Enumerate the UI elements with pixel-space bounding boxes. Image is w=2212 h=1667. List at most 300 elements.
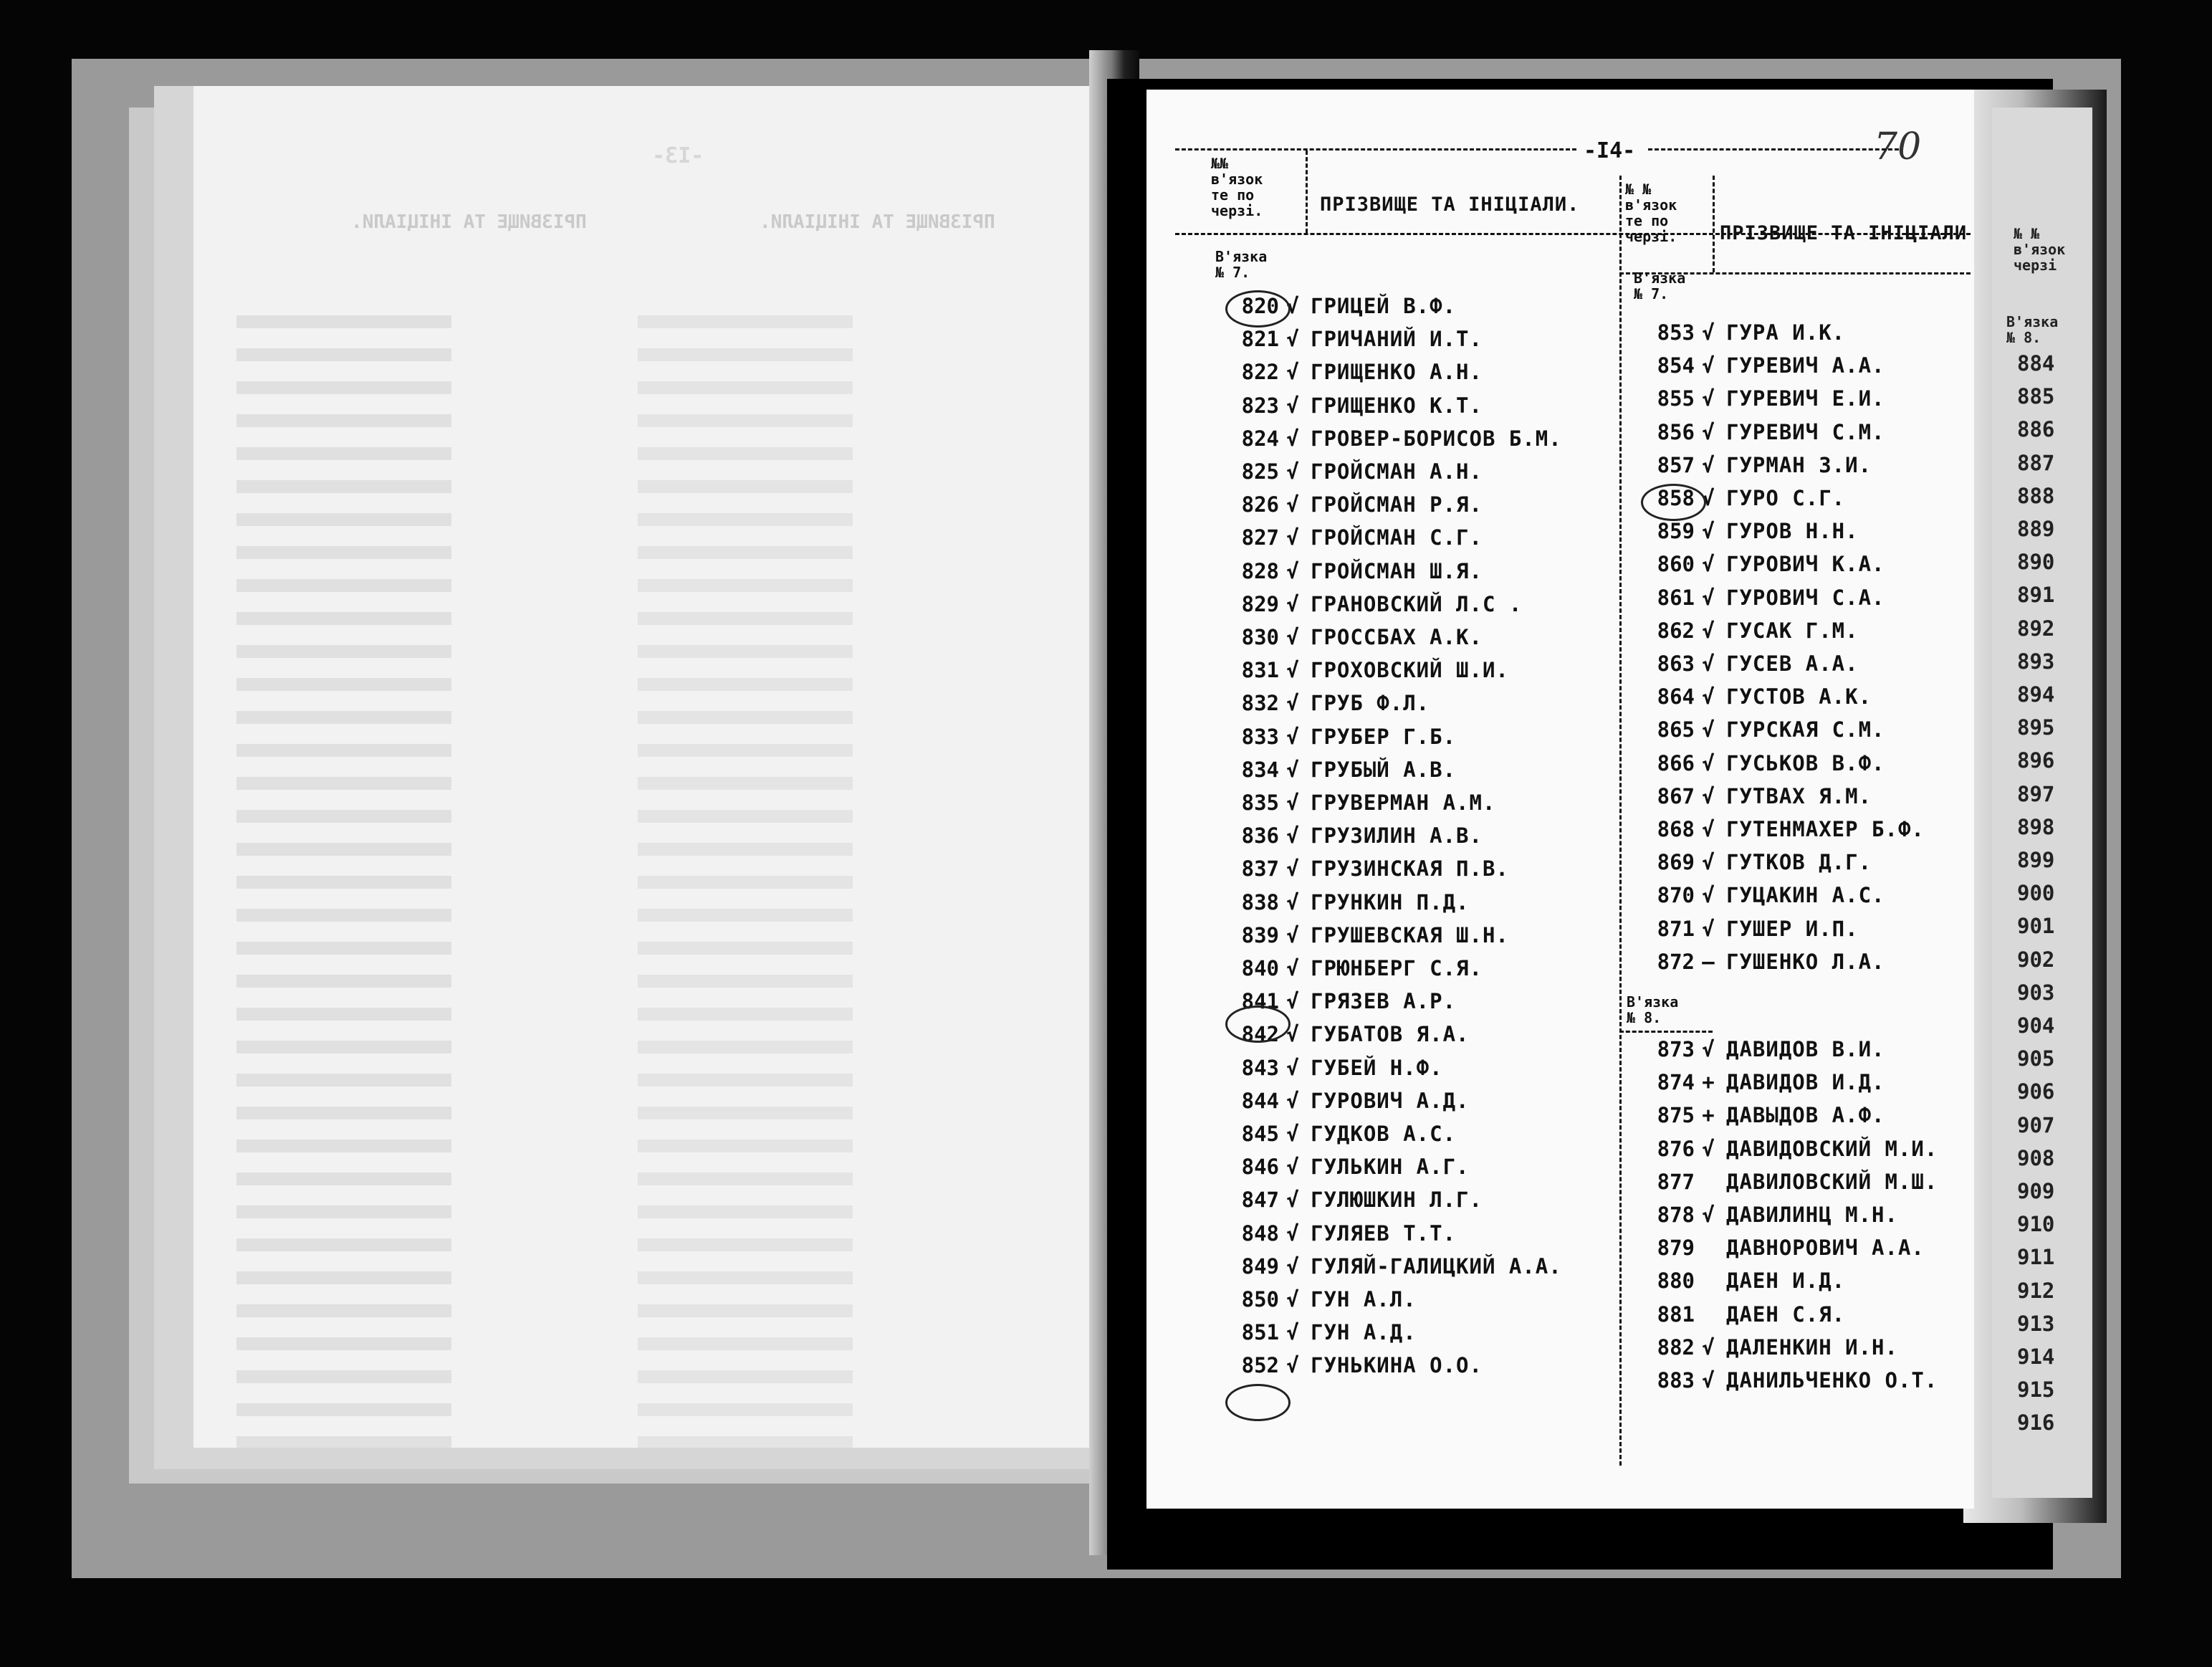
check-mark: √: [1702, 1368, 1715, 1393]
bleedthrough-line: [638, 645, 853, 658]
header-divider-1: [1306, 151, 1308, 233]
entry-name: ДАВИЛОВСКИЙ М.Ш.: [1726, 1169, 1938, 1194]
check-mark: √: [1286, 757, 1299, 782]
check-mark: √: [1702, 717, 1715, 742]
ghost-header-2: ПРІЗВИЩЕ ТА ІНІЦІАЛИ.: [760, 211, 995, 233]
page-number: -I4-: [1584, 138, 1636, 163]
entry-name: ГРОЙСМАН С.Г.: [1311, 525, 1483, 550]
check-mark: √: [1286, 525, 1299, 550]
check-mark: √: [1286, 1253, 1299, 1279]
check-mark: √: [1286, 1287, 1299, 1312]
bleedthrough-line: [638, 546, 853, 559]
check-mark: +: [1702, 1103, 1715, 1128]
left-page-bleedthrough: [193, 86, 1114, 1448]
entry-number: 833: [1241, 724, 1279, 749]
bleedthrough-line: [236, 513, 451, 526]
check-mark: √: [1286, 625, 1299, 649]
entry-number: 834: [1241, 757, 1279, 782]
entry-number: 822: [1241, 360, 1279, 385]
entry-number: 859: [1657, 519, 1695, 544]
check-mark: √: [1286, 492, 1299, 517]
circle-mark-858: [1641, 484, 1706, 521]
bleedthrough-line: [236, 1008, 451, 1021]
entry-name: ГУТЕНМАХЕР Б.Ф.: [1726, 817, 1925, 841]
entry-name: ДАВИДОВ В.И.: [1726, 1037, 1885, 1061]
bleedthrough-line: [638, 678, 853, 691]
circle-mark-820: [1225, 290, 1291, 328]
bleedthrough-line: [638, 447, 853, 460]
bundle-7-label-left: В'язка № 7.: [1215, 248, 1268, 281]
edge-entry-number: 907: [2017, 1112, 2055, 1137]
check-mark: √: [1702, 618, 1715, 643]
entry-name: ГУНЬКИНА О.О.: [1311, 1353, 1483, 1378]
edge-entry-number: 910: [2017, 1212, 2055, 1237]
check-mark: √: [1286, 691, 1299, 716]
entry-name: ГУЛЯЕВ Т.Т.: [1311, 1221, 1457, 1246]
next-page-edge: [1992, 108, 2092, 1498]
bleedthrough-line: [236, 909, 451, 922]
bleedthrough-line: [236, 711, 451, 724]
entry-name: ГУРМАН З.И.: [1726, 452, 1872, 477]
bundle-8-separator: [1619, 1031, 1713, 1033]
edge-entry-number: 892: [2017, 616, 2055, 641]
entry-name: ГУЛЬКИН А.Г.: [1311, 1155, 1470, 1180]
bleedthrough-line: [638, 1107, 853, 1119]
entry-name: ГУТКОВ Д.Г.: [1726, 850, 1872, 875]
entry-name: ГУТВАХ Я.М.: [1726, 783, 1872, 808]
entry-name: ГРИЦЕЙ В.Ф.: [1311, 294, 1457, 318]
entry-number: 873: [1657, 1037, 1695, 1061]
check-mark: √: [1286, 459, 1299, 484]
entry-name: ГУШЕНКО Л.А.: [1726, 949, 1885, 974]
check-mark: √: [1702, 651, 1715, 676]
check-mark: √: [1702, 486, 1715, 510]
entry-number: 864: [1657, 684, 1695, 710]
entry-number: 839: [1241, 922, 1279, 947]
ghost-page-number: -I3-: [652, 143, 704, 168]
entry-name: ГУДКОВ А.С.: [1311, 1122, 1457, 1146]
bleedthrough-line: [236, 777, 451, 790]
edge-entry-number: 909: [2017, 1179, 2055, 1203]
bleedthrough-line: [236, 612, 451, 625]
column-divider-main: [1619, 176, 1622, 1466]
edge-header: № № в'язок черзі: [2014, 225, 2066, 274]
entry-number: 878: [1657, 1203, 1695, 1227]
edge-entry-number: 905: [2017, 1046, 2055, 1071]
entry-number: 868: [1657, 817, 1695, 841]
check-mark: √: [1702, 353, 1715, 378]
entry-number: 823: [1241, 393, 1279, 418]
edge-entry-number: 904: [2017, 1013, 2055, 1038]
entry-name: ГРУШЕВСКАЯ Ш.Н.: [1311, 922, 1509, 947]
entry-number: 855: [1657, 386, 1695, 411]
check-mark: √: [1702, 386, 1715, 411]
edge-entry-number: 894: [2017, 682, 2055, 707]
entry-number: 869: [1657, 850, 1695, 875]
edge-entry-number: 912: [2017, 1278, 2055, 1303]
check-mark: √: [1286, 1353, 1299, 1378]
entry-name: ГРОХОВСКИЙ Ш.И.: [1311, 658, 1509, 683]
bleedthrough-line: [638, 876, 853, 889]
edge-entry-number: 886: [2017, 417, 2055, 442]
check-mark: —: [1702, 949, 1715, 974]
check-mark: √: [1286, 856, 1299, 882]
bleedthrough-line: [236, 381, 451, 394]
bleedthrough-line: [236, 1172, 451, 1185]
entry-name: ГУРСКАЯ С.М.: [1726, 717, 1885, 742]
edge-entry-number: 884: [2017, 351, 2055, 376]
bleedthrough-line: [236, 975, 451, 988]
entry-name: ДАВНОРОВИЧ А.А.: [1726, 1236, 1925, 1261]
check-mark: √: [1286, 1221, 1299, 1246]
bleedthrough-line: [638, 480, 853, 493]
entry-name: ГРОЙСМАН Р.Я.: [1311, 492, 1483, 517]
check-mark: √: [1702, 320, 1715, 345]
entry-number: 854: [1657, 353, 1695, 378]
entry-number: 861: [1657, 585, 1695, 610]
check-mark: √: [1286, 922, 1299, 947]
entry-name: ДАЛЕНКИН И.Н.: [1726, 1334, 1898, 1360]
entry-number: 862: [1657, 618, 1695, 643]
entry-number: 832: [1241, 691, 1279, 716]
entry-name: ГУРОВИЧ С.А.: [1726, 585, 1885, 610]
bleedthrough-line: [638, 1041, 853, 1054]
edge-entry-number: 888: [2017, 483, 2055, 508]
check-mark: √: [1702, 519, 1715, 544]
entry-name: ГУРА И.К.: [1726, 320, 1846, 345]
check-mark: √: [1286, 790, 1299, 815]
entry-name: ДАВИЛИНЦ М.Н.: [1726, 1203, 1898, 1227]
bleedthrough-line: [236, 480, 451, 493]
bleedthrough-line: [236, 1041, 451, 1054]
edge-entry-number: 887: [2017, 450, 2055, 475]
bleedthrough-line: [236, 1304, 451, 1317]
entry-number: 863: [1657, 651, 1695, 676]
entry-name: ГРЮНБЕРГ С.Я.: [1311, 956, 1483, 980]
entry-number: 830: [1241, 625, 1279, 649]
check-mark: √: [1286, 360, 1299, 385]
edge-bundle-label: В'язка № 8.: [2006, 313, 2059, 346]
entry-number: 821: [1241, 327, 1279, 352]
check-mark: √: [1702, 850, 1715, 875]
bleedthrough-line: [236, 348, 451, 361]
entry-name: ГУСЕВ А.А.: [1726, 651, 1859, 676]
header-line-top-right: [1648, 148, 1899, 151]
entry-name: ГУРЕВИЧ С.М.: [1726, 419, 1885, 444]
entry-name: ГУШЕР И.П.: [1726, 916, 1859, 941]
header-number-col: №№ в'язок те по черзі.: [1211, 155, 1263, 219]
check-mark: √: [1286, 1022, 1299, 1047]
check-mark: √: [1702, 1136, 1715, 1161]
bundle-8-label: В'язка № 8.: [1627, 993, 1679, 1026]
entry-number: 827: [1241, 525, 1279, 550]
entry-number: 877: [1657, 1169, 1695, 1194]
edge-entry-number: 908: [2017, 1145, 2055, 1170]
bleedthrough-line: [236, 1403, 451, 1416]
entry-name: ГУРО С.Г.: [1726, 486, 1846, 510]
entry-name: ДАЕН С.Я.: [1726, 1301, 1846, 1327]
bleedthrough-line: [638, 843, 853, 856]
bleedthrough-line: [236, 579, 451, 592]
bleedthrough-line: [638, 1271, 853, 1284]
edge-entry-number: 895: [2017, 715, 2055, 740]
entry-number: 852: [1241, 1353, 1279, 1378]
entry-number: 845: [1241, 1122, 1279, 1146]
bleedthrough-line: [236, 1271, 451, 1284]
bleedthrough-line: [236, 810, 451, 823]
check-mark: √: [1286, 989, 1299, 1014]
check-mark: √: [1286, 658, 1299, 683]
bleedthrough-line: [236, 1205, 451, 1218]
edge-entry-number: 891: [2017, 583, 2055, 608]
edge-entry-number: 897: [2017, 781, 2055, 806]
check-mark: +: [1702, 1070, 1715, 1095]
check-mark: √: [1286, 591, 1299, 616]
bleedthrough-line: [638, 909, 853, 922]
bleedthrough-line: [638, 975, 853, 988]
entry-name: ДАНИЛЬЧЕНКО О.Т.: [1726, 1368, 1938, 1393]
bleedthrough-line: [236, 942, 451, 955]
entry-name: ГРУЗИНСКАЯ П.В.: [1311, 856, 1509, 882]
entry-name: ГРУБ Ф.Л.: [1311, 691, 1430, 716]
edge-entry-number: 890: [2017, 550, 2055, 575]
entry-name: ДАЕН И.Д.: [1726, 1269, 1846, 1294]
entry-name: ГУБЕЙ Н.Ф.: [1311, 1055, 1443, 1080]
entry-number: 874: [1657, 1070, 1695, 1095]
bleedthrough-line: [236, 1337, 451, 1350]
edge-entry-number: 901: [2017, 914, 2055, 939]
entry-number: 838: [1241, 889, 1279, 914]
check-mark: √: [1286, 1188, 1299, 1213]
check-mark: √: [1286, 1055, 1299, 1080]
edge-entry-number: 915: [2017, 1377, 2055, 1403]
bleedthrough-line: [638, 711, 853, 724]
bleedthrough-line: [638, 612, 853, 625]
check-mark: √: [1286, 327, 1299, 352]
entry-name: ГУРЕВИЧ А.А.: [1726, 353, 1885, 378]
entry-name: ГРУБЫЙ А.В.: [1311, 757, 1457, 782]
check-mark: √: [1286, 558, 1299, 583]
handwritten-folio: 70: [1874, 125, 1922, 168]
header-number-col-2: № № в'язок те по черзі.: [1625, 181, 1677, 245]
check-mark: √: [1286, 1320, 1299, 1345]
check-mark: √: [1286, 724, 1299, 749]
entry-name: ГУРОВ Н.Н.: [1726, 519, 1859, 544]
bleedthrough-line: [638, 1172, 853, 1185]
bundle-7-label-right: В'язка № 7.: [1634, 269, 1686, 302]
entry-number: 850: [1241, 1287, 1279, 1312]
bleedthrough-line: [638, 1436, 853, 1448]
check-mark: √: [1286, 889, 1299, 914]
check-mark: √: [1286, 1155, 1299, 1180]
register-page: [1146, 90, 1974, 1509]
edge-entry-number: 885: [2017, 384, 2055, 409]
bleedthrough-line: [638, 942, 853, 955]
bleedthrough-line: [638, 381, 853, 394]
entry-number: 871: [1657, 916, 1695, 941]
entry-number: 843: [1241, 1055, 1279, 1080]
entry-number: 880: [1657, 1269, 1695, 1294]
entry-number: 829: [1241, 591, 1279, 616]
edge-entry-number: 916: [2017, 1410, 2055, 1436]
entry-number: 847: [1241, 1188, 1279, 1213]
entry-number: 826: [1241, 492, 1279, 517]
header-name-col: ПРІЗВИЩЕ ТА ІНІЦІАЛИ.: [1320, 194, 1580, 216]
bleedthrough-line: [236, 1074, 451, 1086]
bleedthrough-line: [638, 1337, 853, 1350]
bleedthrough-line: [638, 1238, 853, 1251]
edge-entry-number: 889: [2017, 517, 2055, 541]
entry-number: 836: [1241, 823, 1279, 849]
entry-name: ГУЛЮШКИН Л.Г.: [1311, 1188, 1483, 1213]
entry-number: 860: [1657, 552, 1695, 577]
check-mark: √: [1286, 1122, 1299, 1146]
check-mark: √: [1286, 294, 1299, 318]
entry-number: 824: [1241, 426, 1279, 451]
entry-number: 872: [1657, 949, 1695, 974]
bleedthrough-line: [638, 810, 853, 823]
bleedthrough-line: [638, 1140, 853, 1152]
entry-name: ГРИЧАНИЙ И.Т.: [1311, 327, 1483, 352]
entry-number: 828: [1241, 558, 1279, 583]
entry-name: ГРАНОВСКИЙ Л.С .: [1311, 591, 1523, 616]
header-divider-3: [1713, 176, 1715, 272]
bleedthrough-line: [638, 315, 853, 328]
edge-entry-number: 900: [2017, 881, 2055, 906]
edge-entry-number: 906: [2017, 1079, 2055, 1104]
bleedthrough-line: [638, 1074, 853, 1086]
entry-name: ГРОВЕР-БОРИСОВ Б.М.: [1311, 426, 1562, 451]
bleedthrough-line: [236, 447, 451, 460]
bleedthrough-line: [236, 1107, 451, 1119]
check-mark: √: [1702, 817, 1715, 841]
entry-name: ГУСАК Г.М.: [1726, 618, 1859, 643]
bleedthrough-line: [638, 1008, 853, 1021]
entry-number: 851: [1241, 1320, 1279, 1345]
entry-name: ГРОССБАХ А.К.: [1311, 625, 1483, 649]
bleedthrough-line: [638, 414, 853, 427]
entry-name: ГРУБЕР Г.Б.: [1311, 724, 1457, 749]
bleedthrough-line: [236, 546, 451, 559]
check-mark: √: [1702, 419, 1715, 444]
entry-number: 846: [1241, 1155, 1279, 1180]
edge-entry-number: 911: [2017, 1245, 2055, 1270]
entry-number: 857: [1657, 452, 1695, 477]
entry-number: 866: [1657, 750, 1695, 775]
entry-number: 867: [1657, 783, 1695, 808]
entry-name: ГРИЩЕНКО К.Т.: [1311, 393, 1483, 418]
entry-number: 875: [1657, 1103, 1695, 1128]
entry-name: ГУРЕВИЧ Е.И.: [1726, 386, 1885, 411]
entry-number: 844: [1241, 1088, 1279, 1113]
entry-number: 848: [1241, 1221, 1279, 1246]
entry-number: 841: [1241, 989, 1279, 1014]
entry-number: 849: [1241, 1253, 1279, 1279]
check-mark: √: [1702, 585, 1715, 610]
check-mark: √: [1702, 552, 1715, 577]
entry-name: ГРУЗИЛИН А.В.: [1311, 823, 1483, 849]
edge-entry-number: 896: [2017, 748, 2055, 773]
entry-name: ДАВИДОВСКИЙ М.И.: [1726, 1136, 1938, 1161]
check-mark: √: [1286, 956, 1299, 980]
entry-number: 870: [1657, 883, 1695, 908]
entry-name: ГУН А.Л.: [1311, 1287, 1417, 1312]
entry-name: ГРУВЕРМАН А.М.: [1311, 790, 1496, 815]
bleedthrough-line: [638, 777, 853, 790]
check-mark: √: [1702, 1037, 1715, 1061]
bleedthrough-line: [236, 843, 451, 856]
entry-number: 835: [1241, 790, 1279, 815]
bleedthrough-line: [236, 678, 451, 691]
edge-entry-number: 902: [2017, 947, 2055, 972]
entry-number: 881: [1657, 1301, 1695, 1327]
entry-name: ГУБАТОВ Я.А.: [1311, 1022, 1470, 1047]
entry-number: 840: [1241, 956, 1279, 980]
entry-number: 883: [1657, 1368, 1695, 1393]
entry-name: ГРОЙСМАН Ш.Я.: [1311, 558, 1483, 583]
entry-name: ГУЛЯЙ-ГАЛИЦКИЙ А.А.: [1311, 1253, 1562, 1279]
bleedthrough-line: [638, 513, 853, 526]
entry-name: ГРИЩЕНКО А.Н.: [1311, 360, 1483, 385]
entry-name: ДАВЫДОВ А.Ф.: [1726, 1103, 1885, 1128]
check-mark: √: [1702, 883, 1715, 908]
circle-mark-841: [1225, 1006, 1291, 1043]
entry-number: 842: [1241, 1022, 1279, 1047]
check-mark: √: [1286, 1088, 1299, 1113]
edge-entry-number: 913: [2017, 1311, 2055, 1336]
edge-entry-number: 898: [2017, 814, 2055, 839]
bleedthrough-line: [236, 876, 451, 889]
check-mark: √: [1702, 1334, 1715, 1360]
entry-name: ГУСЬКОВ В.Ф.: [1726, 750, 1885, 775]
entry-number: 858: [1657, 486, 1695, 510]
entry-number: 837: [1241, 856, 1279, 882]
check-mark: √: [1286, 823, 1299, 849]
entry-name: ГУСТОВ А.К.: [1726, 684, 1872, 710]
entry-number: 853: [1657, 320, 1695, 345]
entry-number: 856: [1657, 419, 1695, 444]
check-mark: √: [1286, 426, 1299, 451]
bleedthrough-line: [638, 1205, 853, 1218]
bleedthrough-line: [638, 348, 853, 361]
entry-name: ГУЦАКИН А.С.: [1726, 883, 1885, 908]
bleedthrough-line: [236, 1140, 451, 1152]
entry-name: ГРОЙСМАН А.Н.: [1311, 459, 1483, 484]
bleedthrough-line: [236, 414, 451, 427]
entry-name: ГРУНКИН П.Д.: [1311, 889, 1470, 914]
bleedthrough-line: [638, 1370, 853, 1383]
check-mark: √: [1702, 452, 1715, 477]
bleedthrough-line: [236, 645, 451, 658]
bleedthrough-line: [638, 1304, 853, 1317]
edge-entry-number: 914: [2017, 1344, 2055, 1369]
bleedthrough-line: [236, 744, 451, 757]
entry-number: 876: [1657, 1136, 1695, 1161]
entry-number: 882: [1657, 1334, 1695, 1360]
bleedthrough-line: [236, 1436, 451, 1448]
entry-name: ГУН А.Д.: [1311, 1320, 1417, 1345]
header-line-top-left: [1175, 148, 1576, 151]
bleedthrough-line: [236, 315, 451, 328]
bleedthrough-line: [638, 1403, 853, 1416]
entry-name: ГРЯЗЕВ А.Р.: [1311, 989, 1457, 1014]
edge-entry-number: 899: [2017, 848, 2055, 872]
entry-number: 831: [1241, 658, 1279, 683]
bleedthrough-line: [236, 1370, 451, 1383]
entry-name: ДАВИДОВ И.Д.: [1726, 1070, 1885, 1095]
check-mark: √: [1702, 916, 1715, 941]
entry-number: 879: [1657, 1236, 1695, 1261]
